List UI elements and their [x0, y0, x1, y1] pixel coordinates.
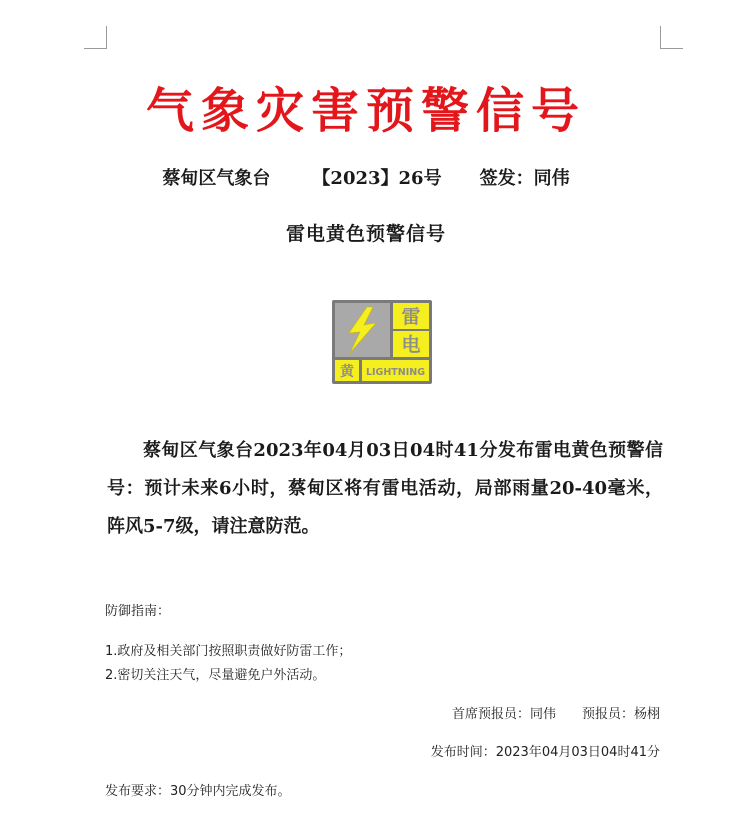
icon-char-bottom: 电: [401, 334, 421, 356]
forecaster-line: [452, 703, 660, 722]
signer: 签发：同伟: [479, 168, 570, 189]
forecaster: 预报员：杨栩: [581, 707, 660, 722]
document-number: 【2023】26号: [312, 168, 442, 189]
icon-color-char: 黄: [340, 364, 354, 380]
crop-mark-top-right: [660, 26, 683, 49]
lightning-yellow-warning-icon: [331, 299, 433, 385]
issuer: 蔡甸区气象台: [162, 168, 271, 189]
guide-item: 1.政府及相关部门按照职责做好防雷工作；: [105, 644, 352, 659]
publish-requirement: 发布要求：30分钟内完成发布。: [105, 784, 291, 799]
icon-english-label: LIGHTNING: [365, 367, 426, 378]
chief-forecaster: 首席预报员：同伟: [451, 707, 556, 722]
guide-heading: 防御指南：: [105, 604, 171, 619]
crop-mark-top-left: [84, 26, 107, 49]
document-header-line: [0, 164, 732, 190]
warning-body: 蔡甸区气象台2023年04月03日04时41分发布雷电黄色预警信号：预计未来6小时，蔡甸区将有雷电活动，局部雨量20-40毫米，阵风5-7级，请注意防范。: [107, 440, 663, 537]
publish-time: 发布时间：2023年04月03日04时41分: [430, 745, 660, 760]
document-title: 气象灾害预警信号: [145, 83, 586, 139]
icon-char-top: 雷: [401, 306, 421, 328]
warning-subtitle: 雷电黄色预警信号: [285, 223, 446, 245]
guide-item: 2.密切关注天气，尽量避免户外活动。: [105, 668, 326, 683]
